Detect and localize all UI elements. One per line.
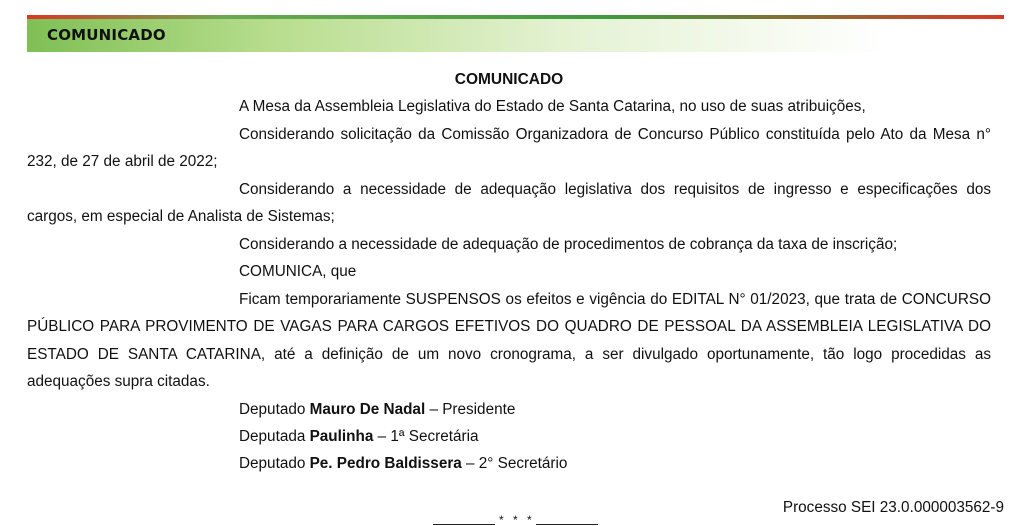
paragraph-considerando-1: Considerando solicitação da Comissão Organizadora de Concurso Público constituída pelo Ato da Mesa n° 232, de 27 de abril de 2022; xyxy=(27,125,991,170)
signature-role: – 1ª Secretária xyxy=(373,427,479,445)
signature-prefix: Deputado xyxy=(239,400,310,418)
section-header-title: COMUNICADO xyxy=(47,26,166,44)
processo-number: Processo SEI 23.0.000003562-9 xyxy=(782,499,1004,516)
signature-name: Mauro De Nadal xyxy=(309,400,426,418)
section-separator xyxy=(433,513,598,526)
paragraph-decision: Ficam temporariamente SUSPENSOS os efeitos e vigência do EDITAL N° 01/2023, que trata de CONCURSO PÚBLICO PARA PROVIMENTO DE VAGAS PARA CARGOS EFETIVOS DO QUADRO DE PESSOAL DA ASSEMBLEIA LEGISLATIVA DO ESTADO DE SANTA CATARINA, até a definição de um novo cronograma, a ser divulgado oportunamente, tão logo procedidas as adequações supra citadas. xyxy=(27,290,991,390)
separator-line-right xyxy=(536,524,598,525)
signature-prefix: Deputado xyxy=(239,454,310,472)
paragraph-intro: A Mesa da Assembleia Legislativa do Estado de Santa Catarina, no uso de suas atribuições, xyxy=(239,98,866,115)
paragraph-considerando-2: Considerando a necessidade de adequação legislativa dos requisitos de ingresso e especificações dos cargos, em especial de Analista de Sistemas; xyxy=(27,180,991,225)
paragraph-comunica: COMUNICA, que xyxy=(239,263,357,280)
signature-first-secretary xyxy=(27,423,991,450)
signature-role: – Presidente xyxy=(425,400,516,418)
section-header xyxy=(27,19,1004,52)
document-title: COMUNICADO xyxy=(454,71,564,88)
signature-second-secretary xyxy=(27,450,991,477)
separator-stars: * * * xyxy=(499,513,535,526)
separator-line-left xyxy=(433,524,495,525)
signature-role: – 2° Secretário xyxy=(461,454,568,472)
signature-prefix: Deputada xyxy=(239,427,310,445)
signature-president xyxy=(27,396,991,423)
signature-name: Paulinha xyxy=(309,427,374,445)
paragraph-considerando-3: Considerando a necessidade de adequação de procedimentos de cobrança da taxa de inscrição; xyxy=(239,235,898,253)
document-body xyxy=(27,66,991,477)
signature-name: Pe. Pedro Baldissera xyxy=(309,454,462,472)
